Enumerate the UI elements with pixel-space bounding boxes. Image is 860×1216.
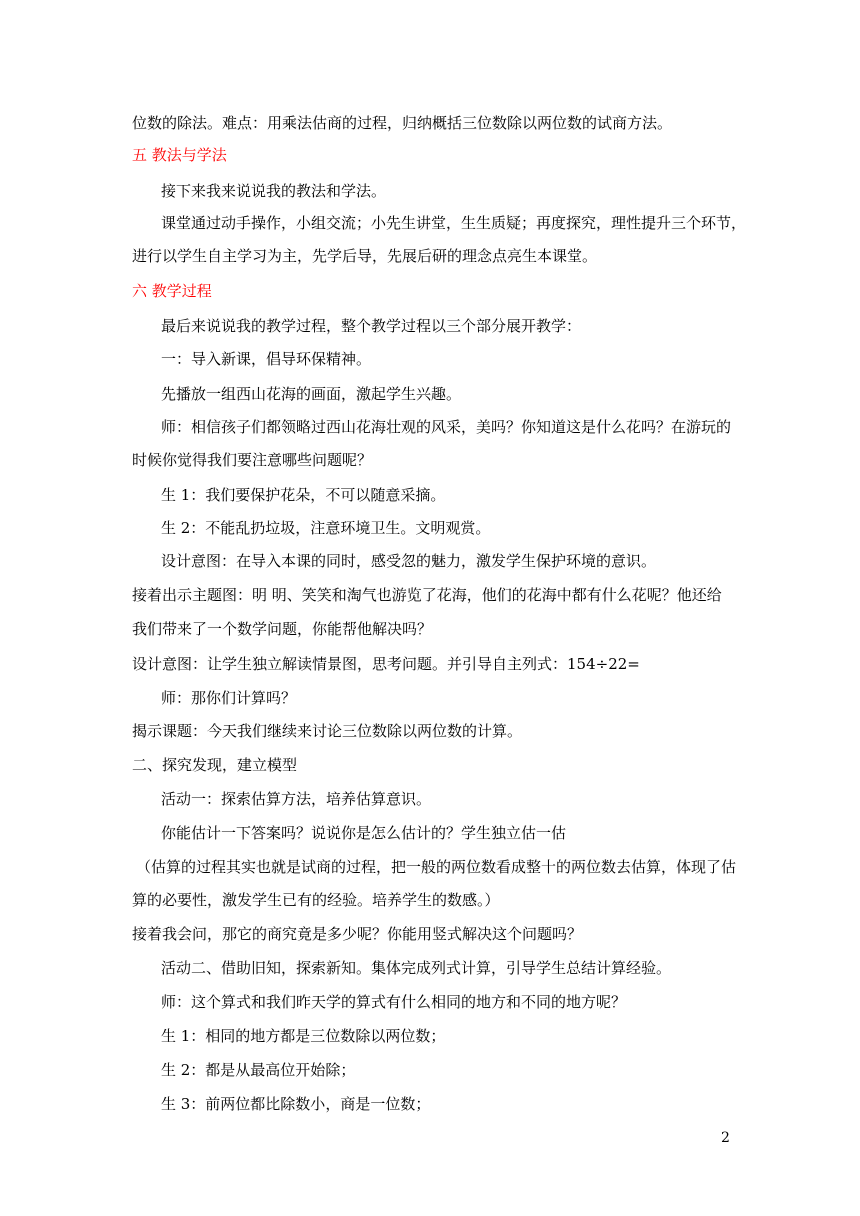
paragraph-text: 师：这个算式和我们昨天学的算式有什么相同的地方和不同的地方呢？ [161,993,627,1011]
paragraph-text: 课堂通过动手操作，小组交流；小先生讲堂，生生质疑；再度探究，理性提升三个环节， [161,214,747,232]
paragraph-text: 活动二、借助旧知，探索新知。集体完成列式计算，引导学生总结计算经验。 [161,959,672,977]
paragraph-text: 时候你觉得我们要注意哪些问题呢？ [132,451,373,469]
section-heading-teaching-process: 六 教学过程 [132,282,212,300]
paragraph-text: 设计意图：让学生独立解读情景图，思考问题。并引导自主列式：154÷22= [132,655,640,673]
paragraph-text: 位数的除法。难点：用乘法估商的过程，归纳概括三位数除以两位数的试商方法。 [132,114,673,132]
paragraph-text: 接下来我来说说我的教法和学法。 [161,182,387,200]
paragraph-text: （估算的过程其实也就是试商的过程，把一般的两位数看成整十的两位数去估算，体现了估 [136,858,737,876]
paragraph-text: 生 1：我们要保护花朵，不可以随意采摘。 [161,486,446,504]
paragraph-text: 算的必要性，激发学生已有的经验。培养学生的数感。） [132,891,500,909]
paragraph-text: 生 2：不能乱扔垃圾，注意环境卫生。文明观赏。 [161,519,491,537]
paragraph-text: 师：那你们计算吗？ [161,689,297,707]
paragraph-text: 你能估计一下答案吗？说说你是怎么估计的？学生独立估一估 [161,824,567,842]
paragraph-text: 先播放一组西山花海的画面，激起学生兴趣。 [161,385,462,403]
paragraph-text: 生 1：相同的地方都是三位数除以两位数； [161,1027,446,1045]
paragraph-text: 活动一：探索估算方法，培养估算意识。 [161,790,432,808]
page-number: 2 [721,1130,730,1146]
paragraph-text: 接着出示主题图：明 明、笑笑和淘气也游览了花海，他们的花海中都有什么花呢？他还给 [132,586,722,604]
paragraph-text: 一：导入新课，倡导环保精神。 [161,350,372,368]
section-heading-teaching-methods: 五 教法与学法 [132,146,227,164]
section-subheading: 二、探究发现，建立模型 [132,756,298,774]
paragraph-text: 最后来说说我的教学过程，整个教学过程以三个部分展开教学： [161,317,582,335]
paragraph-text: 生 2：都是从最高位开始除； [161,1061,356,1079]
paragraph-text: 我们带来了一个数学问题，你能帮他解决吗？ [132,620,433,638]
paragraph-text: 师：相信孩子们都领略过西山花海壮观的风采，美吗？你知道这是什么花吗？在游玩的 [161,418,732,436]
paragraph-text: 进行以学生自主学习为主，先学后导，先展后研的理念点亮生本课堂。 [132,247,598,265]
paragraph-text: 揭示课题：今天我们继续来讨论三位数除以两位数的计算。 [132,722,523,740]
paragraph-text: 接着我会问，那它的商究竟是多少呢？你能用竖式解决这个问题吗？ [132,925,583,943]
paragraph-text: 设计意图：在导入本课的同时，感受忽的魅力，激发学生保护环境的意识。 [161,552,657,570]
paragraph-text: 生 3：前两位都比除数小，商是一位数； [161,1095,431,1113]
